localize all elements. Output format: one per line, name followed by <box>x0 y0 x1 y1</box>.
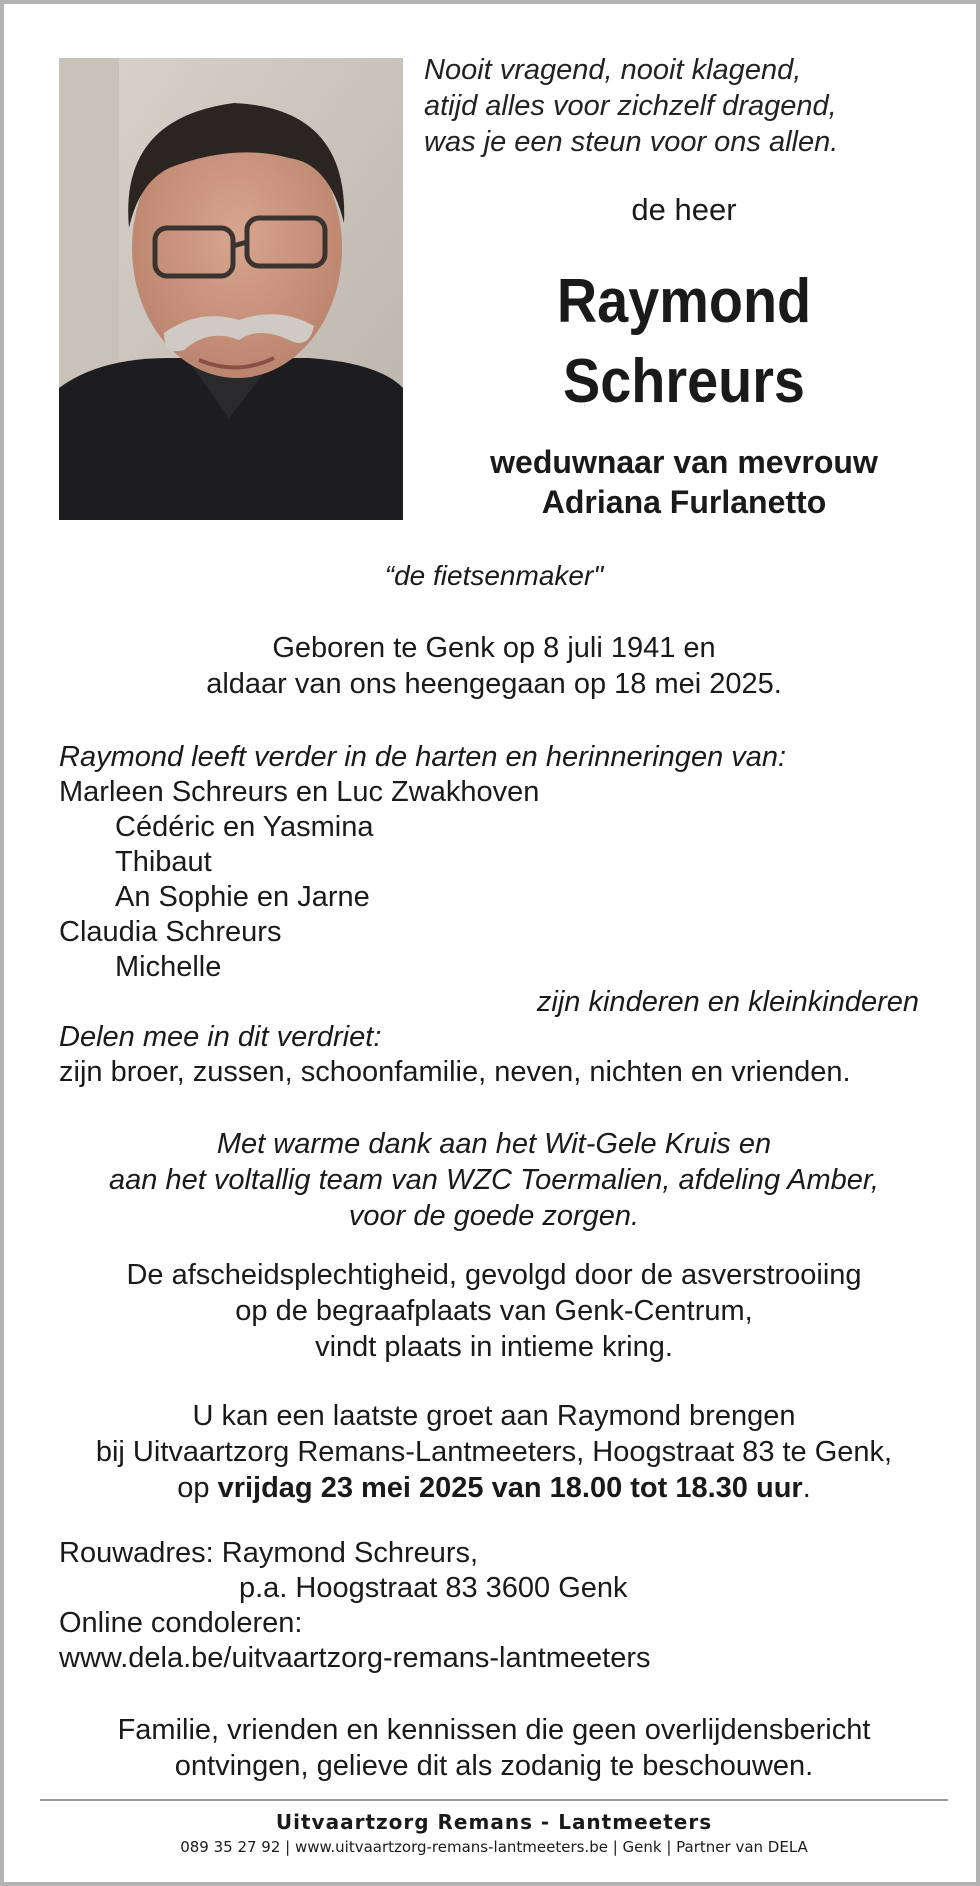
portrait-photo <box>59 58 403 520</box>
share-list: zijn broer, zussen, schoonfamilie, neven, nichten en vrienden. <box>59 1056 851 1088</box>
share-intro: Delen mee in dit verdriet: <box>59 1021 382 1053</box>
closing-line: ontvingen, gelieve dit als zodanig te beschouwen. <box>174 1750 814 1782</box>
family-relation: zijn kinderen en kleinkinderen <box>536 986 919 1018</box>
ceremony-info <box>44 1257 944 1365</box>
family-grandchild: An Sophie en Jarne <box>115 881 370 913</box>
address-line: p.a. Hoogstraat 83 3600 Genk <box>239 1572 628 1604</box>
condolence-url[interactable]: www.dela.be/uitvaartzorg-remans-lantmeeters <box>59 1642 651 1674</box>
closing-note <box>44 1712 944 1784</box>
footer-divider <box>40 1799 948 1801</box>
thanks-note <box>44 1126 944 1234</box>
poem-line: was je een steun voor ons allen. <box>424 126 839 158</box>
nickname: “de fietsenmaker" <box>384 560 604 591</box>
spouse-relation: weduwnaar van mevrouw <box>490 444 878 480</box>
spouse-info <box>424 442 944 522</box>
remembered-intro: Raymond leeft verder in de harten en herinneringen van: <box>59 741 787 773</box>
closing-line: Familie, vrienden en kennissen die geen overlijdensbericht <box>117 1714 871 1746</box>
death-line: aldaar van ons heengegaan op 18 mei 2025. <box>206 668 782 700</box>
deceased-name <box>450 262 918 422</box>
greeting-line: U kan een laatste groet aan Raymond brengen <box>192 1400 796 1432</box>
poem-line: atijd alles voor zichzelf dragend, <box>424 90 837 122</box>
ceremony-line: De afscheidsplechtigheid, gevolgd door de asverstrooiing <box>126 1259 862 1291</box>
poem <box>424 52 944 160</box>
family-grandchild: Thibaut <box>115 846 212 878</box>
family-list <box>59 740 939 1090</box>
greeting-time-line <box>44 1470 944 1506</box>
thanks-line: aan het voltallig team van WZC Toermalien, afdeling Amber, <box>109 1164 879 1196</box>
last-name: Schreurs <box>563 347 805 416</box>
thanks-line: Met warme dank aan het Wit-Gele Kruis en <box>216 1128 772 1160</box>
thanks-line: voor de goede zorgen. <box>348 1200 640 1232</box>
greeting-prefix: op <box>177 1472 218 1504</box>
funeral-home-name: Uitvaartzorg Remans - Lantmeeters <box>275 1810 713 1834</box>
spouse-name: Adriana Furlanetto <box>541 484 827 520</box>
first-name: Raymond <box>556 267 812 336</box>
ceremony-line: op de begraafplaats van Genk-Centrum, <box>235 1295 753 1327</box>
poem-line: Nooit vragend, nooit klagend, <box>424 54 802 86</box>
greeting-suffix: . <box>802 1472 811 1504</box>
funeral-home-contact[interactable]: 089 35 27 92 | www.uitvaartzorg-remans-lantmeeters.be | Genk | Partner van DELA <box>180 1838 808 1856</box>
address-label: Rouwadres: Raymond Schreurs, <box>59 1537 479 1569</box>
family-child: Claudia Schreurs <box>59 916 282 948</box>
honorific: de heer <box>631 192 737 227</box>
greeting-line: bij Uitvaartzorg Remans-Lantmeeters, Hoogstraat 83 te Genk, <box>95 1436 893 1468</box>
family-grandchild: Cédéric en Yasmina <box>115 811 374 843</box>
birth-death-dates <box>44 630 944 702</box>
online-condolence-label: Online condoleren: <box>59 1607 303 1639</box>
greeting-info <box>44 1398 944 1506</box>
ceremony-line: vindt plaats in intieme kring. <box>315 1331 673 1363</box>
greeting-datetime: vrijdag 23 mei 2025 van 18.00 tot 18.30 uur <box>217 1472 803 1504</box>
family-child: Marleen Schreurs en Luc Zwakhoven <box>59 776 540 808</box>
mourning-address <box>59 1536 939 1676</box>
birth-line: Geboren te Genk op 8 juli 1941 en <box>272 632 716 664</box>
family-grandchild: Michelle <box>115 951 222 983</box>
